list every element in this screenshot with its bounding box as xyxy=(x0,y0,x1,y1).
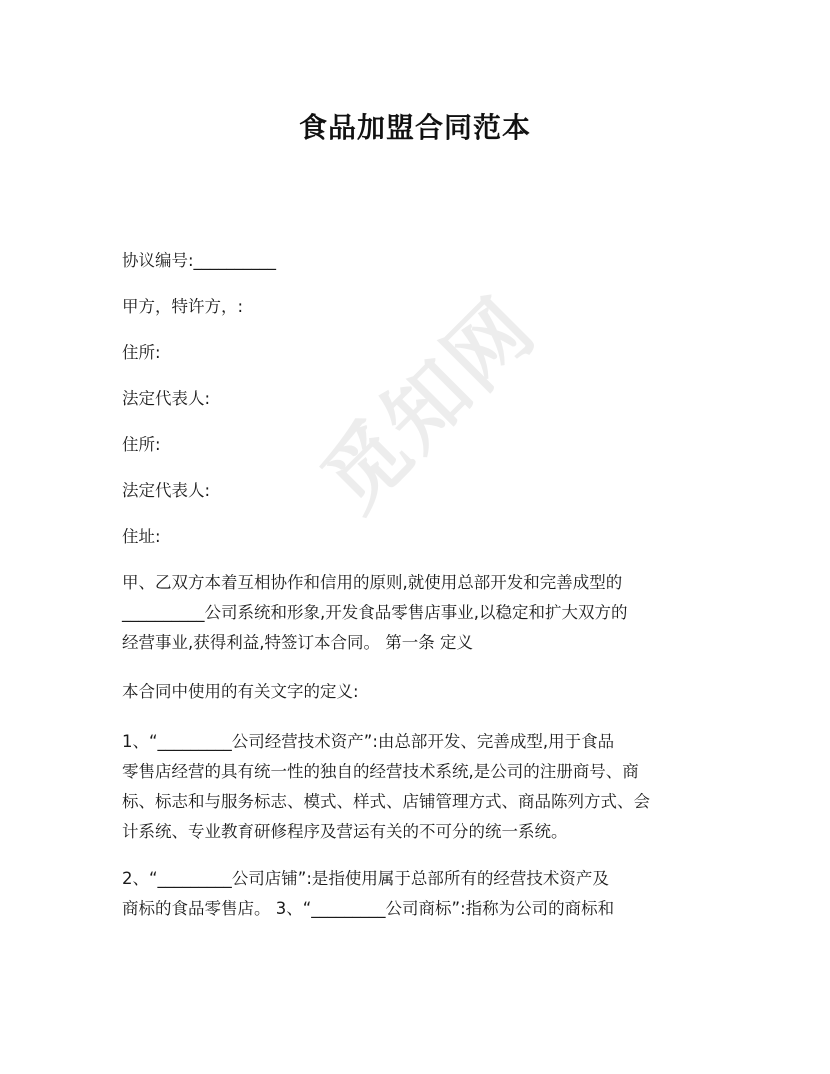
agreement-number-field: 协议编号:__________ xyxy=(122,251,277,270)
paragraph-line: 2、“_________公司店铺”:是指使用属于总部所有的经营技术资产及 xyxy=(122,869,609,888)
paragraph-line: 甲、乙双方本着互相协作和信用的原则,就使用总部开发和完善成型的 xyxy=(122,573,623,592)
intro-paragraph xyxy=(122,568,712,658)
paragraph-line: 零售店经营的具有统一性的独自的经营技术系统,是公司的注册商号、商 xyxy=(122,762,639,781)
legal-representative-field-2: 法定代表人: xyxy=(122,481,211,500)
definition-item-1 xyxy=(122,727,712,847)
definition-item-2 xyxy=(122,864,712,924)
paragraph-line: __________公司系统和形象,开发食品零售店事业,以稳定和扩大双方的 xyxy=(122,603,628,622)
definitions-intro: 本合同中使用的有关文字的定义: xyxy=(122,682,359,701)
address-field-1: 住所: xyxy=(122,343,161,362)
watermark: 觅知网 xyxy=(304,279,555,530)
paragraph-line: 1、“_________公司经营技术资产”:由总部开发、完善成型,用于食品 xyxy=(122,732,615,751)
paragraph-line: 标、标志和与服务标志、模式、样式、店铺管理方式、商品陈列方式、会 xyxy=(122,792,650,811)
party-a-field: 甲方，特许方，: xyxy=(122,297,244,316)
paragraph-line: 计系统、专业教育研修程序及营运有关的不可分的统一系统。 xyxy=(122,822,568,841)
paragraph-line: 商标的食品零售店。 3、“_________公司商标”:指称为公司的商标和 xyxy=(122,899,615,918)
address-field-2: 住所: xyxy=(122,435,161,454)
paragraph-line: 经营事业,获得利益,特签订本合同。 第一条 定义 xyxy=(122,633,473,652)
residence-field: 住址: xyxy=(122,527,161,546)
legal-representative-field-1: 法定代表人: xyxy=(122,389,211,408)
document-title: 食品加盟合同范本 xyxy=(298,111,531,144)
